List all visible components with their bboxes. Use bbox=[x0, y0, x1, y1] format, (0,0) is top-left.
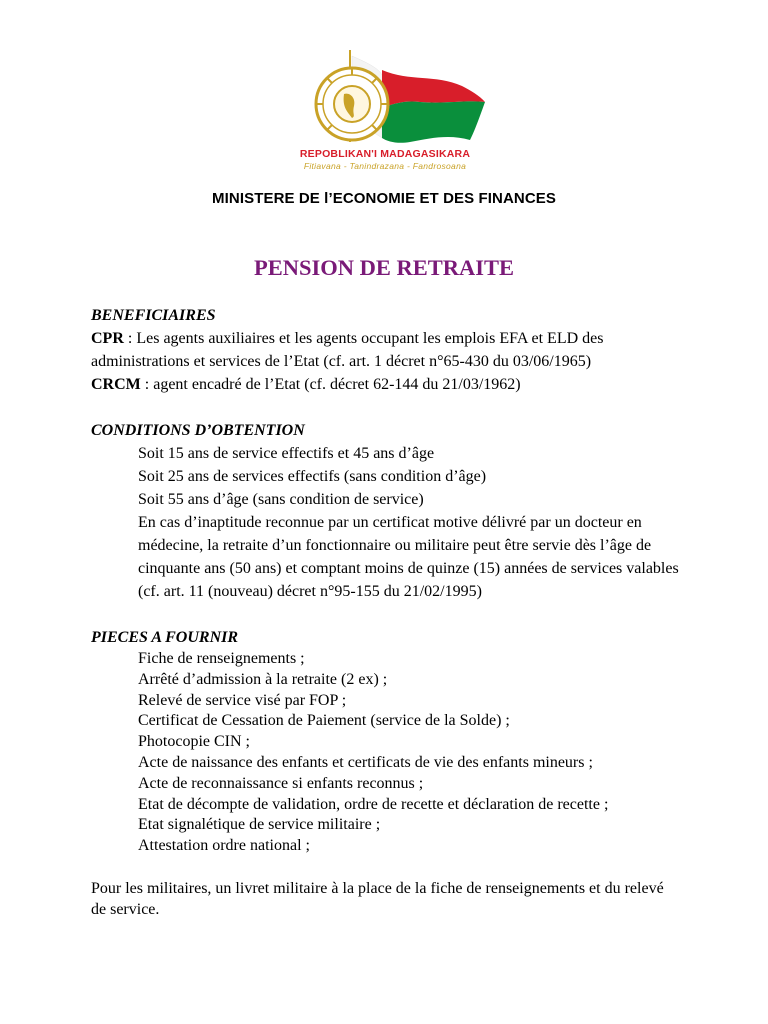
footer-note: Pour les militaires, un livret militaire à la place de la fiche de renseignements et du relevé de service. bbox=[91, 879, 664, 918]
piece-item: Photocopie CIN ; bbox=[138, 733, 250, 751]
section-heading-beneficiaires: BENEFICIAIRES bbox=[91, 307, 216, 324]
page-title: PENSION DE RETRAITE bbox=[253, 255, 515, 280]
piece-item: Certificat de Cessation de Paiement (service de la Solde) ; bbox=[138, 712, 510, 730]
piece-item: Attestation ordre national ; bbox=[138, 837, 310, 855]
condition-item: Soit 15 ans de service effectifs et 45 ans d’âge bbox=[138, 445, 435, 462]
piece-item: Acte de naissance des enfants et certificats de vie des enfants mineurs ; bbox=[138, 753, 593, 771]
crcm-label: CRCM bbox=[91, 376, 141, 393]
cpr-label: CPR bbox=[91, 330, 124, 347]
cpr-text: : Les agents auxiliaires et les agents occupant les emplois EFA et ELD des administrations et services de l’Etat (cf. art. 1 décret n°65-430 du 03/06/1965) bbox=[91, 330, 604, 370]
crcm-paragraph bbox=[91, 373, 681, 396]
piece-item: Relevé de service visé par FOP ; bbox=[138, 691, 347, 709]
condition-item: Soit 55 ans d’âge (sans condition de service) bbox=[138, 491, 424, 508]
piece-item: Etat signalétique de service militaire ; bbox=[138, 816, 381, 834]
piece-item: Fiche de renseignements ; bbox=[138, 650, 305, 667]
section-heading-pieces: PIECES A FOURNIR bbox=[91, 629, 239, 646]
emblem-title: REPOBLIKAN'I MADAGASIKARA bbox=[299, 148, 471, 160]
crcm-text: : agent encadré de l’Etat (cf. décret 62-144 du 21/03/1962) bbox=[140, 376, 521, 393]
condition-item: Soit 25 ans de services effectifs (sans condition d’âge) bbox=[138, 468, 487, 485]
piece-item: Arrêté d’admission à la retraite (2 ex) ; bbox=[138, 670, 388, 688]
piece-item: Acte de reconnaissance si enfants reconnus ; bbox=[138, 774, 424, 792]
emblem-graphic bbox=[270, 42, 500, 147]
section-heading-conditions: CONDITIONS D’OBTENTION bbox=[91, 422, 305, 439]
condition-item: En cas d’inaptitude reconnue par un certificat motive délivré par un docteur en médecine, la retraite d’un fonctionnaire ou militaire peut être servie dès l’âge de cinquante ans (50 ans) et comptant moins de quinze (15) années de services valables (cf. art. 11 (nouveau) décret n°95-155 du 21/02/1995) bbox=[138, 514, 679, 600]
madagascar-emblem bbox=[270, 42, 500, 172]
piece-item: Etat de décompte de validation, ordre de recette et déclaration de recette ; bbox=[138, 795, 609, 813]
ministry-heading: MINISTERE DE l’ECONOMIE ET DES FINANCES bbox=[212, 190, 556, 207]
document-body bbox=[91, 304, 681, 920]
cpr-paragraph bbox=[91, 327, 681, 373]
emblem-motto: Fitiavana - Tanindrazana - Fandrosoana bbox=[303, 161, 467, 171]
pieces-section bbox=[91, 626, 681, 857]
